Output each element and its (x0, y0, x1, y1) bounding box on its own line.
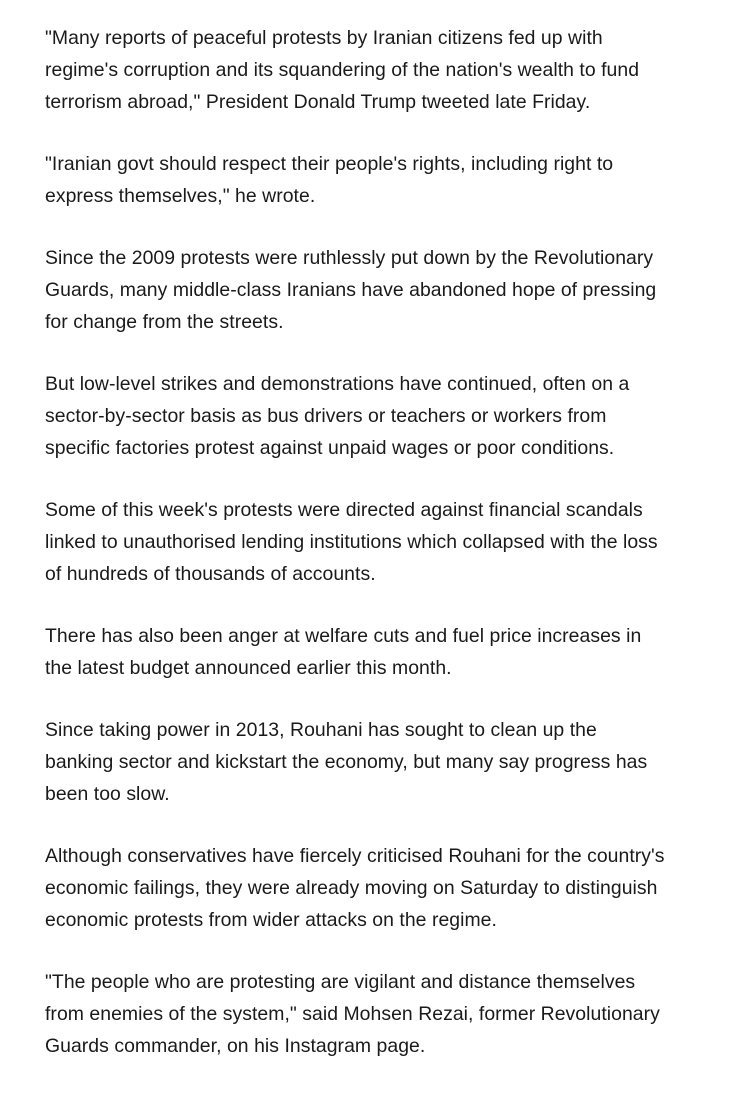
paragraph-trump-tweet: "Many reports of peaceful protests by Iranian citizens fed up with regime's corruption and its squandering of the nation's wealth to fund terrorism abroad," President Donald Trump tweeted late Friday. (45, 27, 640, 113)
paragraph-conservatives: Although conservatives have fiercely criticised Rouhani for the country's economic failings, they were already moving on Saturday to distinguish economic protests from wider attacks on the regime. (45, 845, 665, 931)
article-body (45, 22, 665, 1062)
paragraph-trump-quote: "Iranian govt should respect their people's rights, including right to express themselves," he wrote. (45, 153, 614, 207)
paragraph-strikes: But low-level strikes and demonstrations have continued, often on a sector-by-sector basis as bus drivers or teachers or workers from specific factories protest against unpaid wages or poor conditions. (45, 373, 630, 459)
paragraph-rouhani-economy: Since taking power in 2013, Rouhani has sought to clean up the banking sector and kickstart the economy, but many say progress has been too slow. (45, 719, 648, 805)
paragraph-financial-scandals: Some of this week's protests were directed against financial scandals linked to unauthorised lending institutions which collapsed with the loss of hundreds of thousands of accounts. (45, 499, 658, 585)
paragraph-rezai-quote: "The people who are protesting are vigilant and distance themselves from enemies of the system," said Mohsen Rezai, former Revolutionary Guards commander, on his Instagram page. (45, 971, 660, 1057)
paragraph-welfare-cuts: There has also been anger at welfare cuts and fuel price increases in the latest budget announced earlier this month. (45, 625, 642, 679)
paragraph-2009-protests: Since the 2009 protests were ruthlessly put down by the Revolutionary Guards, many middle-class Iranians have abandoned hope of pressing for change from the streets. (45, 247, 657, 333)
